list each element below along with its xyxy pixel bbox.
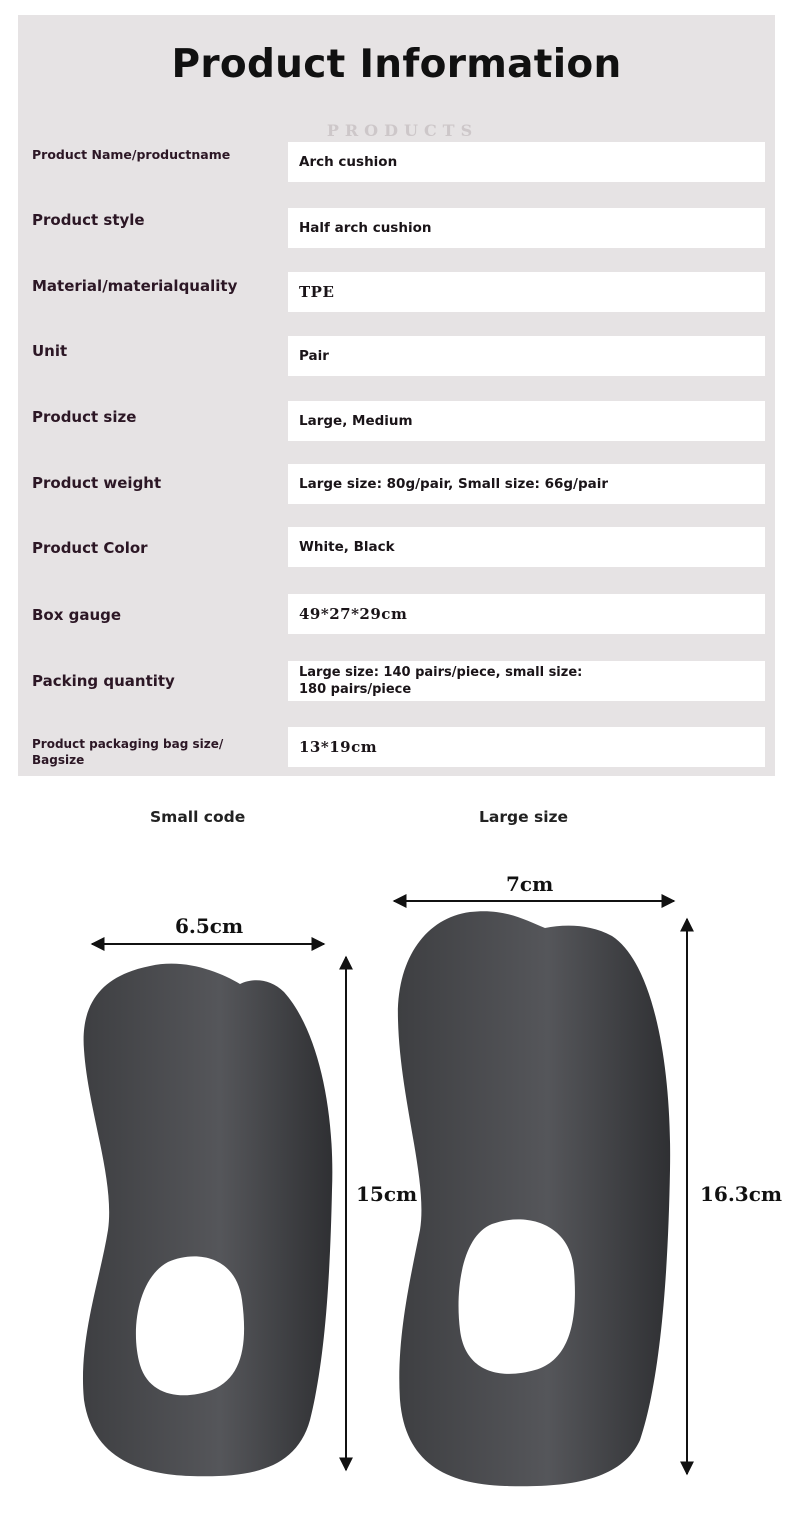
value-text: Arch cushion <box>299 153 398 170</box>
small-length-label: 15cm <box>356 1182 418 1206</box>
value-text: White, Black <box>299 538 395 555</box>
large-length-label: 16.3cm <box>700 1182 783 1206</box>
row-label-product-size: Product size <box>32 408 137 426</box>
small-width-label: 6.5cm <box>175 914 244 938</box>
row-label-box-gauge: Box gauge <box>32 606 122 624</box>
page-title: Product Information <box>171 42 622 87</box>
value-text: Half arch cushion <box>299 219 432 236</box>
small-size-label: Small code <box>150 808 246 826</box>
value-text: 49*27*29cm <box>299 604 408 623</box>
value-text: TPE <box>299 282 335 301</box>
small-insole-icon <box>83 964 332 1477</box>
value-text: 13*19cm <box>299 737 378 756</box>
row-label-packing-quantity: Packing quantity <box>32 672 175 690</box>
value-text: Large size: 140 pairs/piece, small size: 180 pairs/piece <box>299 665 583 697</box>
row-label-product-style: Product style <box>32 211 145 229</box>
large-width-label: 7cm <box>506 872 554 896</box>
row-label-bag-size: Product packaging bag size/ Bagsize <box>32 737 224 767</box>
row-label-product-weight: Product weight <box>32 474 162 492</box>
large-insole-icon <box>398 911 670 1486</box>
row-label-product-name: Product Name/productname <box>32 147 231 162</box>
value-text: Pair <box>299 347 329 364</box>
value-text: Large size: 80g/pair, Small size: 66g/pair <box>299 475 609 492</box>
page-subtitle: PRODUCTS <box>326 121 479 140</box>
large-size-label: Large size <box>479 808 569 826</box>
value-text: Large, Medium <box>299 412 413 429</box>
row-label-product-color: Product Color <box>32 539 148 557</box>
row-label-material: Material/materialquality <box>32 277 238 295</box>
row-label-unit: Unit <box>32 342 68 360</box>
